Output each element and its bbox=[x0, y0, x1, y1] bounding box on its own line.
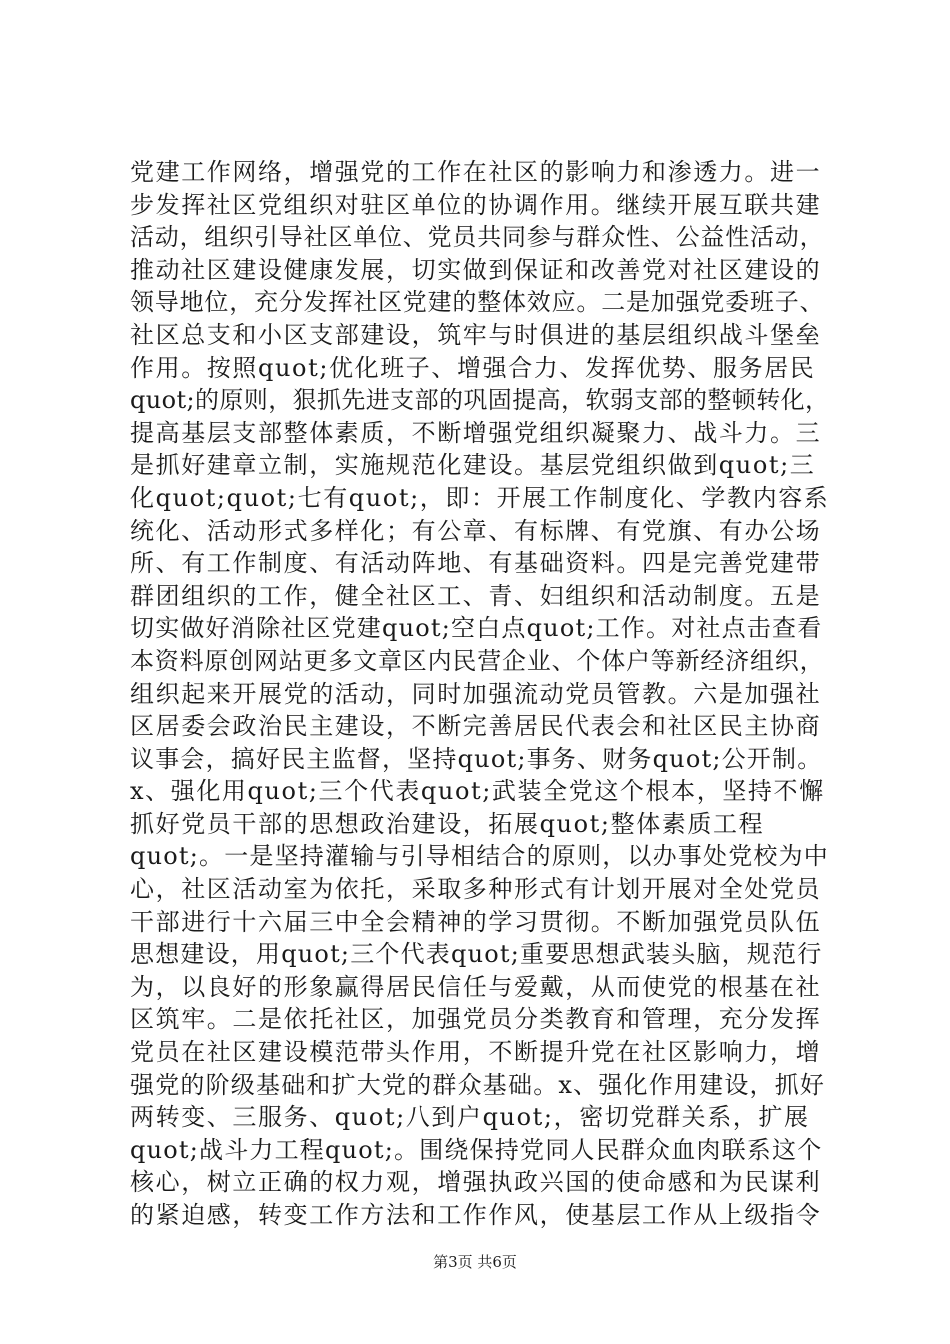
text-line: 是抓好建章立制，实施规范化建设。基层党组织做到quot;三 bbox=[130, 451, 816, 480]
text-line: 议事会，搞好民主监督，坚持quot;事务、财务quot;公开制。 bbox=[130, 744, 823, 773]
text-line: 干部进行十六届三中全会精神的学习贯彻。不断加强党员队伍 bbox=[130, 907, 822, 936]
text-line: 区筑牢。二是依托社区，加强党员分类教育和管理，充分发挥 bbox=[130, 1005, 822, 1034]
text-line: 群团组织的工作，健全社区工、青、妇组织和活动制度。五是 bbox=[130, 581, 822, 610]
text-line: 心，社区活动室为依托，采取多种形式有计划开展对全处党员 bbox=[130, 875, 822, 904]
text-line: 活动，组织引导社区单位、党员共同参与群众性、公益性活动， bbox=[130, 223, 825, 252]
text-line: 强党的阶级基础和扩大党的群众基础。x、强化作用建设，抓好 bbox=[130, 1070, 826, 1099]
text-line: 步发挥社区党组织对驻区单位的协调作用。继续开展互联共建 bbox=[130, 190, 822, 219]
text-line: 所、有工作制度、有活动阵地、有基础资料。四是完善党建带 bbox=[130, 549, 822, 578]
text-line: 组织起来开展党的活动，同时加强流动党员管教。六是加强社 bbox=[130, 679, 822, 708]
text-line: 统化、活动形式多样化；有公章、有标牌、有党旗、有办公场 bbox=[130, 516, 822, 545]
text-line: 切实做好消除社区党建quot;空白点quot;工作。对社点击查看 bbox=[130, 614, 823, 643]
page-number-footer: 第3页 共6页 bbox=[433, 1253, 517, 1271]
text-line: 化quot;quot;七有quot;，即：开展工作制度化、学教内容系 bbox=[130, 483, 830, 512]
text-line: 本资料原创网站更多文章区内民营企业、个体户等新经济组织， bbox=[130, 646, 825, 675]
text-line: 党建工作网络，增强党的工作在社区的影响力和渗透力。进一 bbox=[130, 158, 822, 186]
text-line: x、强化用quot;三个代表quot;武装全党这个根本，坚持不懈 bbox=[130, 777, 825, 806]
text-line: 推动社区建设健康发展，切实做到保证和改善党对社区建设的 bbox=[130, 255, 822, 284]
text-line: quot;。一是坚持灌输与引导相结合的原则，以办事处党校为中 bbox=[130, 842, 829, 871]
text-line: 党员在社区建设模范带头作用，不断提升党在社区影响力，增 bbox=[130, 1038, 822, 1067]
text-line: 抓好党员干部的思想政治建设，拓展quot;整体素质工程 bbox=[130, 809, 765, 838]
text-line: 作用。按照quot;优化班子、增强合力、发挥优势、服务居民 bbox=[130, 353, 816, 382]
text-line: 社区总支和小区支部建设，筑牢与时俱进的基层组织战斗堡垒 bbox=[130, 320, 822, 349]
body-text bbox=[130, 156, 830, 1232]
text-line: 两转变、三服务、quot;八到户quot;，密切党群关系，扩展 bbox=[130, 1103, 810, 1132]
text-line: quot;战斗力工程quot;。围绕保持党同人民群众血肉联系这个 bbox=[130, 1135, 823, 1164]
text-line: 思想建设，用quot;三个代表quot;重要思想武装头脑，规范行 bbox=[130, 940, 823, 969]
text-line: 核心，树立正确的权力观，增强执政兴国的使命感和为民谋利 bbox=[130, 1168, 822, 1197]
text-line: quot;的原则，狠抓先进支部的巩固提高，软弱支部的整顿转化， bbox=[130, 386, 830, 415]
text-line: 区居委会政治民主建设，不断完善居民代表会和社区民主协商 bbox=[130, 712, 822, 741]
text-line: 为，以良好的形象赢得居民信任与爱戴，从而使党的根基在社 bbox=[130, 972, 822, 1001]
text-line: 领导地位，充分发挥社区党建的整体效应。二是加强党委班子、 bbox=[130, 288, 825, 317]
text-line: 提高基层支部整体素质，不断增强党组织凝聚力、战斗力。三 bbox=[130, 418, 822, 447]
text-line: 的紧迫感，转变工作方法和工作作风，使基层工作从上级指令 bbox=[130, 1201, 822, 1229]
